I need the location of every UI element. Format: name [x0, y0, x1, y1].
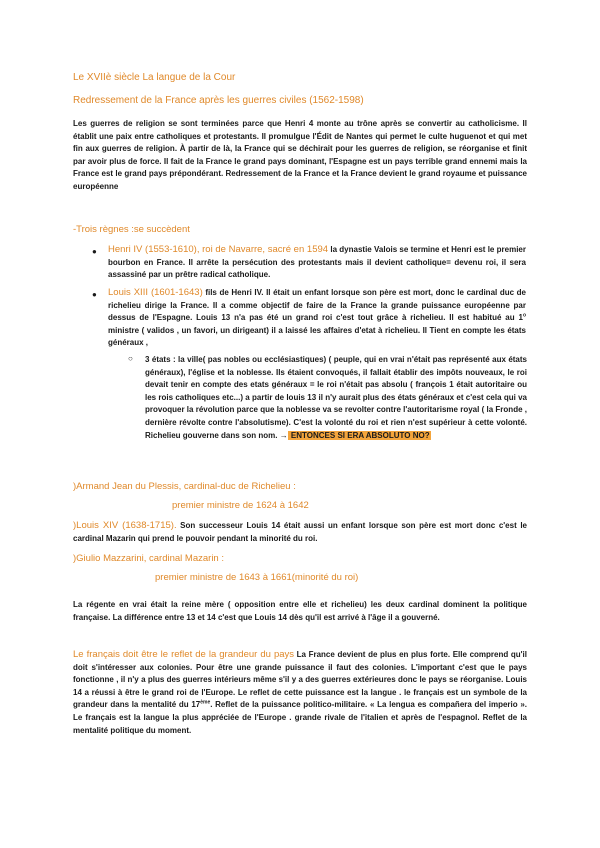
final-lead: Le français doit être le reflet de la grandeur du pays — [73, 649, 295, 660]
louis13-lead: Louis XIII (1601-1643) — [108, 287, 203, 298]
sub-bullet-icon: ○ — [128, 354, 133, 363]
richelieu-role: premier ministre de 1624 à 1642 — [172, 500, 309, 511]
final-paragraph — [73, 649, 527, 737]
henri-lead: Henri IV (1553-1610), roi de Navarre, sacré en 1594 — [108, 244, 329, 255]
mazarin-role: premier ministre de 1643 à 1661(minorité du roi) — [155, 572, 359, 583]
final-text-a: La France devient de plus en plus forte. Elle comprend qu'il doit s'intéresser aux colonies. Pour être une grande puissance il faut des colonies. L'important c'est que le pays fonctionne , il n'y a plus des guerres intérieurs même s'il y a des guerres extérieures donc le pays se réorganise. Louis 14 a réussi à être le grand roi de l'Europe. Le reflet de cette puissance est la langue . le français est un symbole de la grandeur dans la mentalité du 17 — [73, 650, 527, 710]
louis14-paragraph — [73, 520, 527, 545]
document-title: Le XVIIè siècle La langue de la Cour — [73, 72, 236, 83]
richelieu-name: )Armand Jean du Plessis, cardinal-duc de Richelieu : — [73, 481, 296, 492]
list-item-henri — [108, 244, 526, 282]
bullet-icon: ● — [92, 247, 97, 256]
intro-paragraph: Les guerres de religion se sont terminées parce que Henri 4 monte au trône après se convertir au catholicisme. Il établit une paix entre catholiques et protestants. Il promulgue l'Édit de Nantes qui permet le culte huguenot et qui met fin aux guerres de religion. À partir de là, la France qui se déchirait pour les guerres de religion, se réorganise et finit par avoir plus de force. Il fait de la France le grand pays dominant, l'Espagne est un pays terrible grand ennemi mais la France est le grand pays prépondérant. Redressement de la France et la France devient le grand royaume et puissance européenne — [73, 119, 527, 191]
mazarin-name: )Giulio Mazzarini, cardinal Mazarin : — [73, 553, 224, 564]
section-heading-rois: -Trois règnes :se succèdent — [73, 224, 190, 235]
regente-paragraph: La régente en vrai était la reine mère ( opposition entre elle et richelieu) les deux cardinal dominent la politique française. La différence entre 13 et 14 c'est que Louis 14 dès qu'il est arrivé à l'âge il a gouverné. — [73, 600, 527, 622]
louis14-text: Son successeur Louis 14 était aussi un enfant lorsque son père est mort donc c'est le cardinal Mazarin qui prend le pouvoir pendant la minorité du roi. — [73, 521, 527, 543]
etats-highlight: ENTONCES SI ERA ABSOLUTO NO? — [288, 430, 430, 440]
etats-text: 3 états : la ville( pas nobles ou ecclésiastiques) ( peuple, qui en vrai n'était pas représenté aux états généraux), l'église et la noblesse. Ils étaient convoqués, il fallait établir des impôts nouveaux, le roi devait tenir en compte des etats généraux = le roi n'était pas absolu ( françois 1 était autoritaire ou les rois catholiques etc...) a partir de louis 13 il n'y aurait plus des états généraux et c'est cela qui va provoquer la révolution parce que la noblesse va se revolter contre l'autoritarisme royal ( la Fronde , dernière révolte contre l'absolutisme). C'est la volonté du roi et rien n'est supérieur à cette volonté. Richelieu gouverne dans son nom. → — [145, 355, 527, 440]
list-item-louis13 — [108, 287, 526, 350]
louis14-lead: )Louis XIV (1638-1715). — [73, 520, 177, 531]
final-text-b: . Reflet de la puissance politico-militaire. « La lengua es compañera del imperio ». Le français est la langue la plus appréciée de l'Europe . grande rivale de l'italien et après de l'espagnol. Reflet de la mentalité politique du moment. — [73, 700, 528, 735]
henri-text: la dynastie Valois se termine et Henri est le premier bourbon en France. Il arrête la persécution des protestants mais il devient catholique= devenu roi, il sera assassiné par un prêtre radical catholique. — [108, 245, 526, 280]
final-sup: ème — [200, 699, 211, 706]
document-subtitle: Redressement de la France après les guerres civiles (1562-1598) — [73, 95, 364, 106]
louis13-text-b: ministre ( validos , un favori, un dirigeant) il a laissé les affaires d'etat à richelieu. Il Tient en compte les états généraux , — [108, 325, 526, 348]
bullet-icon: ● — [92, 290, 97, 299]
list-item-etats — [145, 354, 527, 442]
louis13-sup: o — [522, 312, 526, 319]
louis13-text-a: fils de Henri IV. Il était un enfant lorsque son père est mort, donc le cardinal duc de richelieu dirige la France. Il a comme objectif de faire de la France la grande puissance européenne par dessus de l'Espagne. Louis 13 n'a pas été un grand roi c'est tout grâce à richelieu. Il est habitué au 1 — [108, 288, 526, 323]
